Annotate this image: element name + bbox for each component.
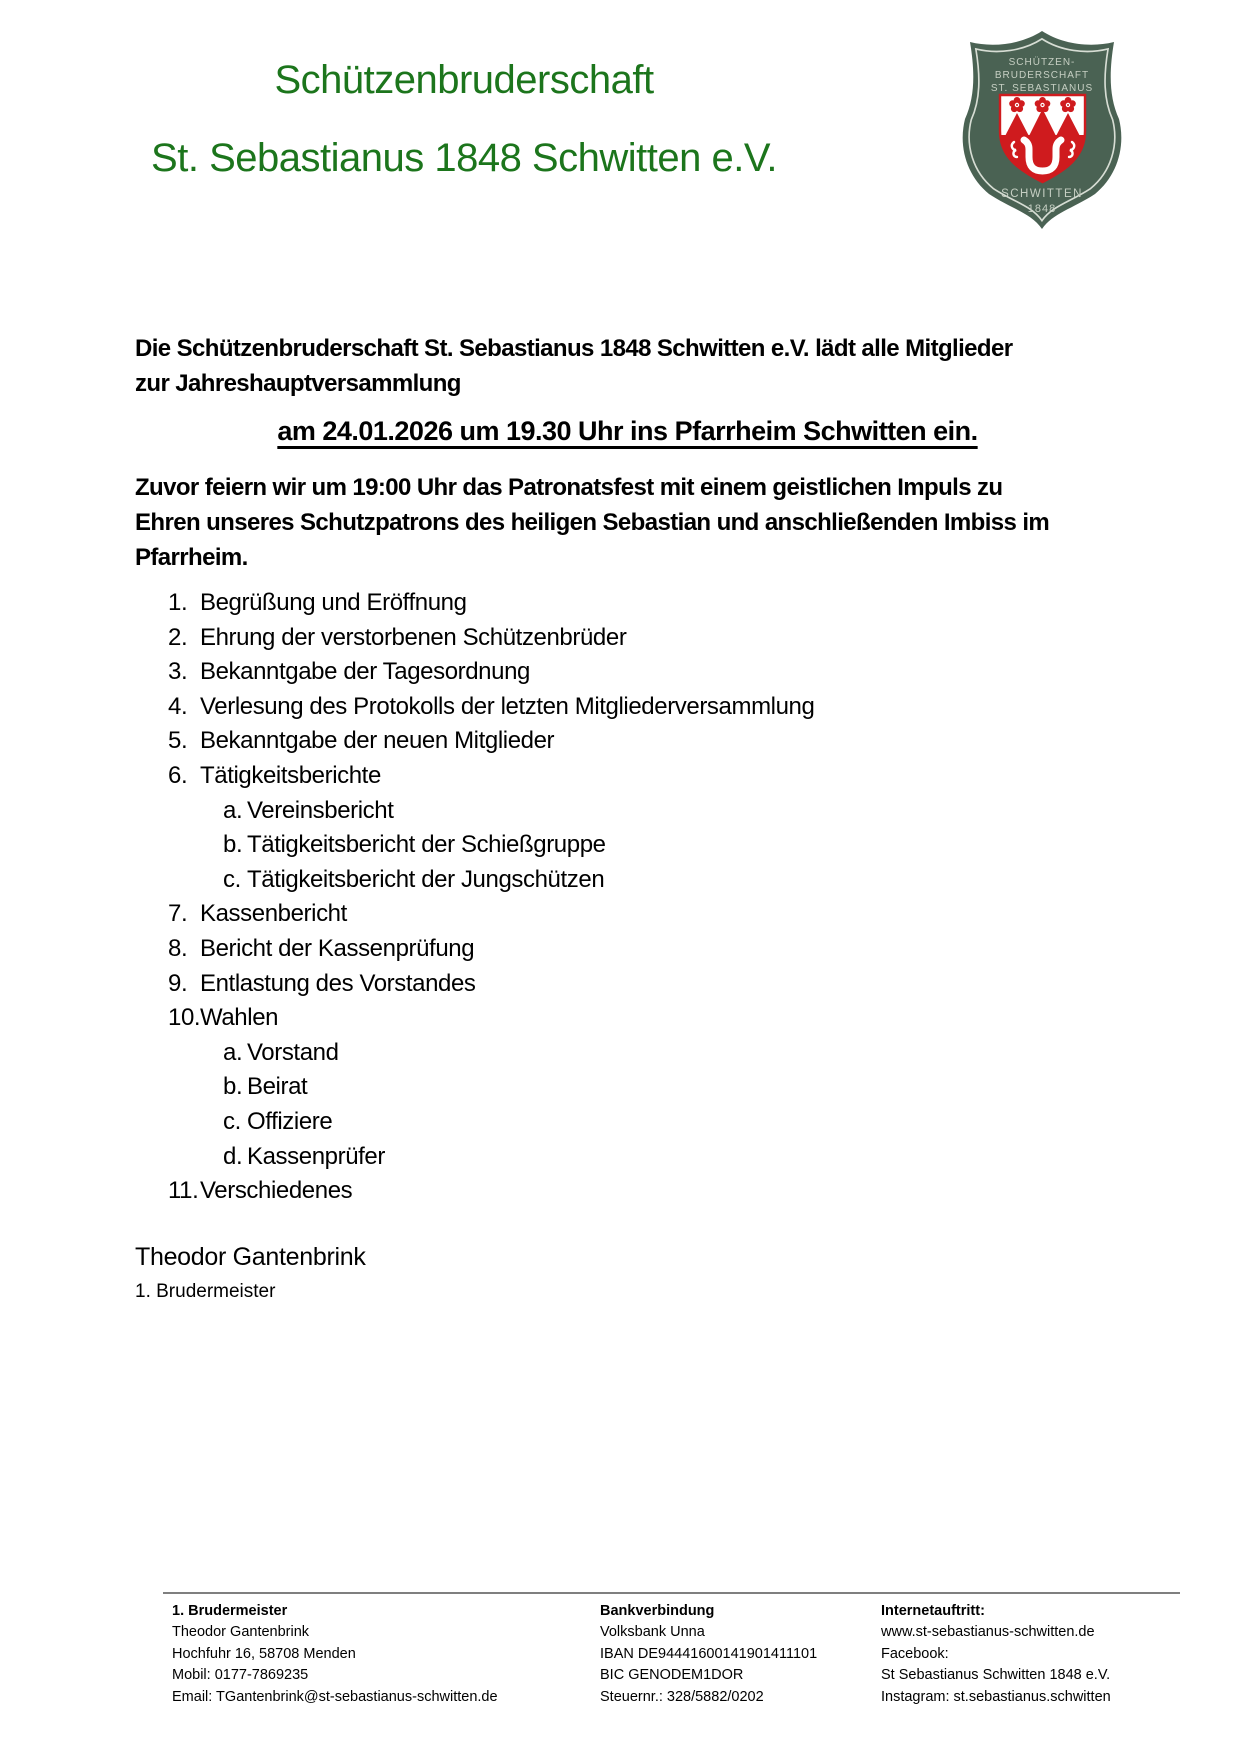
footer-line: BIC GENODEM1DOR: [600, 1667, 744, 1684]
footer-divider: [163, 1592, 1180, 1594]
agenda-subitem: c. Offiziere: [223, 1107, 333, 1135]
footer-column-bank: [600, 1601, 817, 1708]
crest-text-town: SCHWITTEN: [1001, 188, 1083, 200]
footer-line: Instagram: st.sebastianus.schwitten: [881, 1688, 1111, 1705]
footer-line: Steuernr.: 328/5882/0202: [600, 1688, 764, 1705]
agenda-list: [135, 586, 814, 1209]
patronats-line: Ehren unseres Schutzpatrons des heiligen Sebastian und anschließenden Imbiss im: [135, 509, 1050, 536]
patronatsfest-paragraph: [135, 470, 1049, 575]
meeting-date-text: am 24.01.2026 um 19.30 Uhr ins Pfarrheim Schwitten ein.: [277, 416, 978, 446]
agenda-item: 8. Bericht der Kassenprüfung: [168, 934, 475, 962]
agenda-subitem: b. Tätigkeitsbericht der Schießgruppe: [223, 831, 606, 859]
footer-column-brudermeister: [172, 1601, 498, 1708]
footer-line: www.st-sebastianus-schwitten.de: [881, 1624, 1095, 1641]
agenda-item: 10.Wahlen: [168, 1004, 279, 1032]
footer-heading: Bankverbindung: [600, 1603, 715, 1619]
club-name-line-1: Schützenbruderschaft: [274, 58, 654, 102]
club-crest-icon: [956, 27, 1128, 232]
crest-text-year: 1848: [1027, 203, 1057, 215]
agenda-item: 1. Begrüßung und Eröffnung: [168, 589, 467, 616]
crest-text-line: BRUDERSCHAFT: [994, 70, 1090, 81]
patronats-line: Pfarrheim.: [135, 544, 248, 571]
agenda-item: 5. Bekanntgabe der neuen Mitglieder: [168, 727, 555, 755]
footer-line: Volksbank Unna: [600, 1624, 705, 1641]
footer-column-internet: [881, 1601, 1111, 1708]
agenda-item: 6. Tätigkeitsberichte: [168, 761, 381, 789]
meeting-date-line: [135, 416, 1120, 447]
signature-title: 1. Brudermeister: [135, 1281, 276, 1302]
footer-heading: 1. Brudermeister: [172, 1603, 288, 1619]
agenda-item: 11.Verschiedenes: [168, 1177, 353, 1205]
agenda-subitem: d. Kassenprüfer: [223, 1142, 385, 1170]
footer-line: Facebook:: [881, 1645, 949, 1662]
club-name-line-2: St. Sebastianus 1848 Schwitten e.V.: [151, 136, 777, 180]
footer-line: Theodor Gantenbrink: [172, 1624, 310, 1641]
rose-icon: [1009, 97, 1076, 112]
crest-text-line: SCHÜTZEN-: [1008, 57, 1076, 68]
footer-line: Mobil: 0177-7869235: [172, 1667, 309, 1684]
agenda-item: 7. Kassenbericht: [168, 900, 347, 928]
footer-line: St Sebastianus Schwitten 1848 e.V.: [881, 1667, 1111, 1684]
agenda-subitem: a. Vorstand: [223, 1038, 339, 1066]
agenda-item: 2. Ehrung der verstorbenen Schützenbrüder: [168, 623, 627, 651]
signature-name: Theodor Gantenbrink: [135, 1243, 366, 1271]
footer-line: Email: TGantenbrink@st-sebastianus-schwitten.de: [172, 1688, 498, 1705]
agenda-item: 3. Bekanntgabe der Tagesordnung: [168, 658, 530, 686]
footer-line: IBAN DE94441600141901411101: [600, 1645, 818, 1662]
invitation-intro: [135, 331, 1012, 401]
footer-line: Hochfuhr 16, 58708 Menden: [172, 1645, 356, 1662]
agenda-subitem: a. Vereinsbericht: [223, 796, 394, 824]
intro-line: zur Jahreshauptversammlung: [135, 370, 461, 397]
crest-text-line: ST. SEBASTIANUS: [990, 83, 1094, 94]
patronats-line: Zuvor feiern wir um 19:00 Uhr das Patronatsfest mit einem geistlichen Impuls zu: [135, 474, 1003, 501]
footer-heading: Internetauftritt:: [881, 1603, 985, 1619]
agenda-subitem: b. Beirat: [223, 1073, 308, 1101]
agenda-subitem: c. Tätigkeitsbericht der Jungschützen: [223, 865, 605, 893]
agenda-item: 9. Entlastung des Vorstandes: [168, 969, 476, 997]
intro-line: Die Schützenbruderschaft St. Sebastianus 1848 Schwitten e.V. lädt alle Mitglieder: [135, 335, 1013, 362]
agenda-item: 4. Verlesung des Protokolls der letzten Mitgliederversammlung: [168, 692, 815, 720]
